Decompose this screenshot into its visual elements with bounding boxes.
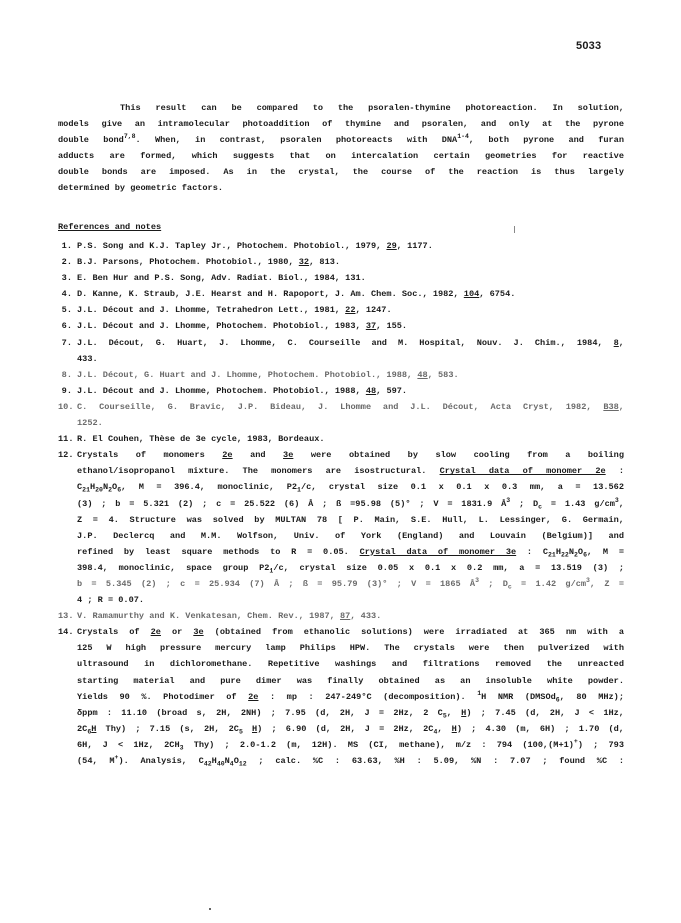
reference-item: 3. E. Ben Hur and P.S. Song, Adv. Radiat. Biol., 1984, 131. <box>61 273 366 284</box>
reference-item: 11. R. El Couhen, Thèse de 3e cycle, 1983, Bordeaux. <box>58 434 325 445</box>
intro-line-2: models give an intramolecular photoaddition of thymine and psoralen, and only at the pyrone <box>58 119 624 130</box>
reference-item: 7. J.L. Décout, G. Huart, J. Lhomme, C. Courseille and M. Hospital, Nouv. J. Chim., 1984, 8, 433. <box>61 337 624 364</box>
intro-line-3: double bond$^{7,8}$. When, in contrast, psoralen photoreacts with DNA$^{1-4}$, both pyrone and furan <box>58 133 624 146</box>
intro-paragraph <box>58 100 624 197</box>
page-number: 5033 <box>576 40 602 52</box>
references-list <box>58 238 624 769</box>
reference-item-12: 12. Crystals of monomers 2e and 3e were obtained by slow cooling from a boiling ethanol/isopropanol mixture. The monomers are isostructural. Crystal data of monomer 2e : $C_{21}H_{20}N_2O_6$, M = 396.4, monoclinic, $P2_1/c$, crystal size 0.1 x 0.1 x 0.3 mm, a = 13.562 (3) ; b = 5.321 (2) ; c = 25.522 (6) Å ; ß =95.98 (5)° ; V = 1831.9 $Å^3$ ; $D_c = 1.43$ $g/cm^3$, Z = 4. Structure was solved by MULTAN 78 [ P. Main, S.E. Hull, L. Lessinger, G. Germain, J.P. Declercq and M.M. Wolfson, Univ. of York (England) and Louvain (Belgium)] and refined by least square methods to R = 0.05. Crystal data of monomer 3e : $C_{21}H_{22}N_2O_6$, M = 398.4, monoclinic, space group $P2_1/c$, crystal size 0.05 x 0.1 x 0.2 mm, a = 13.519 (3) ; b = 5.345 (2) ; c = 25.934 (7) Å ; ß = 95.79 (3)° ; V = 1865 $Å^3$ ; $D_c = 1.42$ $g/cm^3$, Z = 4 ; R = 0.07. <box>58 450 625 606</box>
speck-mark <box>209 908 211 910</box>
reference-item: 6. J.L. Décout and J. Lhomme, Photochem. Photobiol., 1983, 37, 155. <box>61 321 408 332</box>
intro-line-5: double bonds are imposed. As in the crystal, the course of the reaction is thus largely <box>58 167 624 178</box>
reference-item-14: 14. Crystals of 2e or 3e (obtained from ethanolic solutions) were irradiated at 365 nm with a 125 W high pressure mercury lamp Philips HPW. The crystals were then pulverized with ultrasound in dichloromethane. Repetitive washings and filtrations removed the unreacted starting material and pure dimer was finally obtained as an insoluble white powder. Yields 90 %. Photodimer of 2e : mp : 247-249°C (decomposition). $^1$H NMR (DMSOd$_6$, 80 MHz); δppm : 11.10 (broad s, 2H, 2NH) ; 7.95 (d, 2H, J = 2Hz, 2 $C_5$, H) ; 7.45 (d, 2H, J < 1Hz, $2C_6H$ Thy) ; 7.15 (s, 2H, $2C_5$ H) ; 6.90 (d, 2H, J = 2Hz, $2C_4$, H) ; 4.30 (m, 6H) ; 1.70 (d, 6H, J < 1Hz, $2CH_3$ Thy) ; 2.0-1.2 (m, 12H). MS (CI, methane), m/z : 794 (100,(M+1)+) ; 793 (54, M+). Analysis, $C_{42}H_{40}N_4O_{12}$ ; calc. %C : 63.63, %H : 5.09, %N : 7.07 ; found %C : <box>58 627 624 768</box>
reference-item: 9. J.L. Décout and J. Lhomme, Photochem. Photobiol., 1988, 48, 597. <box>61 385 408 396</box>
reference-item: 1. P.S. Song and K.J. Tapley Jr., Photochem. Photobiol., 1979, 29, 1177. <box>61 241 433 251</box>
reference-item: 8. J.L. Décout, G. Huart and J. Lhomme, Photochem. Photobiol., 1988, 48, 583. <box>61 369 459 380</box>
references-heading: References and notes <box>58 222 162 232</box>
margin-mark <box>514 226 515 233</box>
reference-item: 5. J.L. Décout and J. Lhomme, Tetrahedron Lett., 1981, 22, 1247. <box>61 305 392 316</box>
intro-line-4: adducts are formed, which suggests that on intercalation certain geometries for reactive <box>58 151 624 162</box>
intro-line-1: This result can be compared to the psoralen-thymine photoreaction. In solution, <box>120 103 624 113</box>
reference-item: 2. B.J. Parsons, Photochem. Photobiol., 1980, 32, 813. <box>61 257 341 268</box>
reference-item: 4. D. Kanne, K. Straub, J.E. Hearst and H. Rapoport, J. Am. Chem. Soc., 1982, 104, 6754. <box>61 289 516 300</box>
reference-item-13: 13. V. Ramamurthy and K. Venkatesan, Chem. Rev., 1987, 87, 433. <box>58 611 382 622</box>
intro-line-6: determined by geometric factors. <box>58 183 224 194</box>
reference-item: 10. C. Courseille, G. Bravic, J.P. Bideau, J. Lhomme and J.L. Décout, Acta Cryst, 1982, B38, 1252. <box>58 401 624 429</box>
